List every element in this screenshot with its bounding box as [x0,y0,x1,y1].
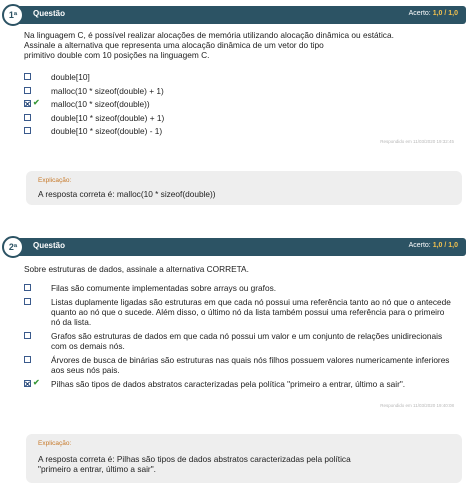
checkbox-marked-icon[interactable] [24,100,31,107]
question-score [409,10,458,17]
question-stem: Na linguagem C, é possível realizar alocações de memória utilizando alocação dinâmica ou estática. Assinale a alternativa que representa uma alocação dinâmica de um vetor do tipo primitivo double com 10 posições na linguagem C. [24,30,394,60]
question-number: 1ª [8,10,18,20]
explanation-box [26,171,462,205]
checkbox-icon[interactable] [24,73,31,80]
question-header-title: Questão [33,9,66,18]
answered-timestamp: Respondido em 11/03/2020 19:40:08 [380,403,454,408]
answer-option[interactable] [24,297,454,327]
answer-option[interactable] [24,113,454,127]
question-score [409,242,458,249]
answer-option[interactable] [24,72,454,86]
question-header [8,6,466,24]
answer-option-text: double[10] [51,72,90,82]
explanation-label: Explicação: [38,440,72,447]
score-label: Acerto: [408,10,431,17]
checkbox-marked-icon[interactable] [24,380,31,387]
checkbox-icon[interactable] [24,298,31,305]
question-header-title: Questão [33,241,66,250]
answer-options [24,72,454,140]
score-value: 1,0 / 1,0 [432,10,458,17]
question-number: 2ª [8,242,18,252]
answer-option[interactable] [24,331,454,351]
score-label: Acerto: [408,242,431,249]
question-number-badge [2,4,24,26]
answer-option-text: double[10 * sizeof(double) - 1) [51,126,163,136]
answer-option-text: Filas são comumente implementadas sobre arrays ou grafos. [51,283,277,293]
answer-option-text: malloc(10 * sizeof(double)) [51,99,150,109]
answer-option-text: Grafos são estruturas de dados em que cada nó possui um valor e um conjunto de relações unidirecionais com os demais nós. [51,331,443,351]
checkbox-icon[interactable] [24,332,31,339]
answer-option[interactable] [24,355,454,375]
answer-option[interactable] [24,283,454,293]
explanation-text: A resposta correta é: malloc(10 * sizeof(double)) [38,189,216,199]
answer-option[interactable] [24,86,454,100]
answer-option[interactable] [24,126,454,140]
answer-option-selected[interactable] [24,99,454,113]
check-icon: ✔ [33,98,40,107]
answer-option-text: Listas duplamente ligadas são estruturas em que cada nó possui uma referência tanto ao nó que o antecede quanto ao nó que o sucede. Além disso, o último nó da lista também possui uma referência para o primeiro nó da lista. [51,297,451,327]
answer-options [24,283,454,393]
answer-option-text: Pilhas são tipos de dados abstratos caracterizadas pela política "primeiro a entrar, último a sair". [51,379,406,389]
question-number-badge [2,236,24,258]
explanation-box [26,434,462,483]
answered-timestamp: Respondido em 11/03/2020 19:32:45 [380,139,454,144]
checkbox-icon[interactable] [24,87,31,94]
checkbox-icon[interactable] [24,284,31,291]
answer-option-text: Árvores de busca de binárias são estruturas nas quais nós filhos possuem valores numericamente inferiores aos seus nós pais. [51,355,450,375]
checkbox-icon[interactable] [24,127,31,134]
question-header [8,238,466,256]
explanation-text: A resposta correta é: Pilhas são tipos de dados abstratos caracterizadas pela política "primeiro a entrar, último a sair". [38,454,351,474]
check-icon: ✔ [33,378,40,387]
explanation-label: Explicação: [38,177,72,184]
answer-option-text: malloc(10 * sizeof(double) + 1) [51,85,164,96]
score-value: 1,0 / 1,0 [432,242,458,249]
checkbox-icon[interactable] [24,356,31,363]
answer-option-text: double[10 * sizeof(double) + 1) [51,112,165,123]
question-stem: Sobre estruturas de dados, assinale a alternativa CORRETA. [24,264,249,274]
answer-option-selected[interactable] [24,379,454,389]
checkbox-icon[interactable] [24,114,31,121]
